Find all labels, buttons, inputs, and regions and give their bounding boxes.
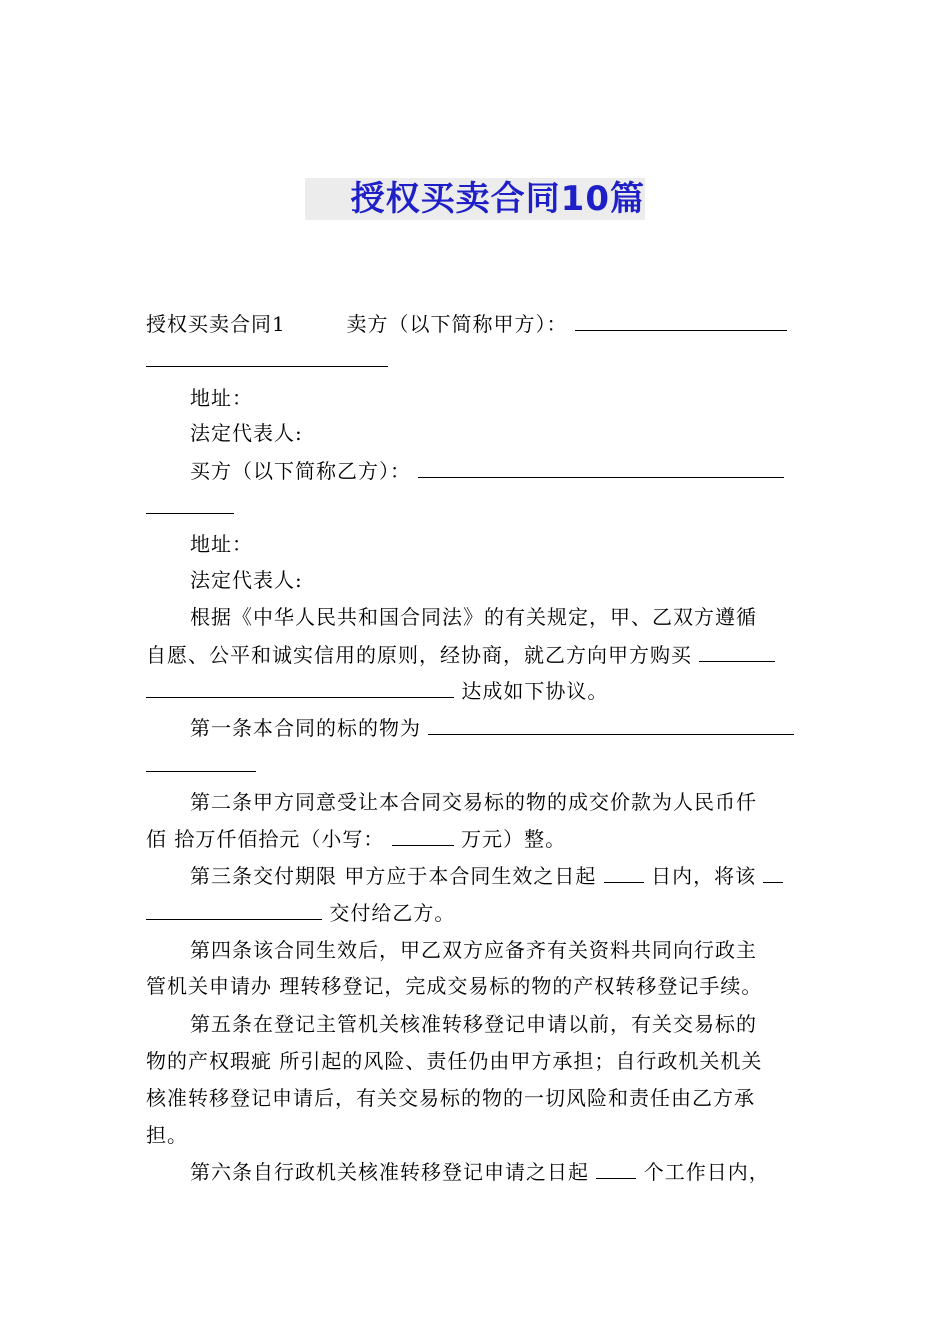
article-2-line-1: 第二条甲方同意受让本合同交易标的物的成交价款为人民币仟: [190, 790, 757, 814]
article-1: 第一条本合同的标的物为: [190, 714, 794, 741]
contract-number: 授权买卖合同1: [146, 312, 286, 336]
article-4-line-1: 第四条该合同生效后，甲乙双方应备齐有关资料共同向行政主: [190, 938, 757, 962]
article-3-line-1: 第三条交付期限 甲方应于本合同生效之日起 日内，将该: [190, 862, 783, 889]
buyer-address: 地址：: [190, 532, 253, 556]
buyer-blank-continued: [146, 493, 234, 520]
buyer-blank: [418, 457, 784, 478]
article-5-line-2: 物的产权瑕疵 所引起的风险、责任仍由甲方承担；自行政机关机关: [146, 1049, 763, 1073]
seller-blank: [575, 310, 787, 331]
buyer-line: [190, 457, 784, 484]
seller-representative: 法定代表人:: [190, 421, 303, 445]
article-5-line-1: 第五条在登记主管机关核准转移登记申请以前，有关交易标的: [190, 1012, 757, 1036]
article-5-line-4: 担。: [146, 1123, 188, 1147]
article-3-line-2: 交付给乙方。: [146, 899, 455, 926]
seller-blank-continued: [146, 346, 388, 373]
amount-blank: [392, 825, 454, 846]
seller-label: 卖方（以下简称甲方）：: [346, 312, 568, 336]
purchase-item-blank: [699, 641, 775, 662]
article-4-line-2: 管机关申请办 理转移登记，完成交易标的物的产权转移登记手续。: [146, 974, 763, 998]
days-blank: [604, 862, 644, 883]
document-title: 授权买卖合同10篇: [305, 178, 645, 220]
article-5-line-3: 核准转移登记申请后，有关交易标的物的一切风险和责任由乙方承: [146, 1086, 755, 1110]
workdays-blank: [596, 1158, 636, 1179]
buyer-label: 买方（以下简称乙方）：: [190, 459, 411, 483]
subject-matter-blank: [428, 714, 794, 735]
article-2-line-2: 佰 拾万仟佰拾元（小写： 万元）整。: [146, 827, 567, 851]
article-6-line-1: 第六条自行政机关核准转移登记申请之日起 个工作日内，: [190, 1160, 770, 1184]
contract-heading-line: [146, 310, 787, 337]
buyer-representative: 法定代表人:: [190, 568, 303, 592]
preamble-line-2: 自愿、公平和诚实信用的原则，经协商，就乙方向甲方购买: [146, 641, 775, 668]
preamble-line-1: 根据《中华人民共和国合同法》的有关规定，甲、乙双方遵循: [190, 605, 757, 629]
seller-address: 地址：: [190, 386, 253, 410]
preamble-line-3: 达成如下协议。: [146, 677, 608, 704]
article-1-continued: [146, 751, 256, 778]
delivery-item-blank: [146, 899, 322, 920]
